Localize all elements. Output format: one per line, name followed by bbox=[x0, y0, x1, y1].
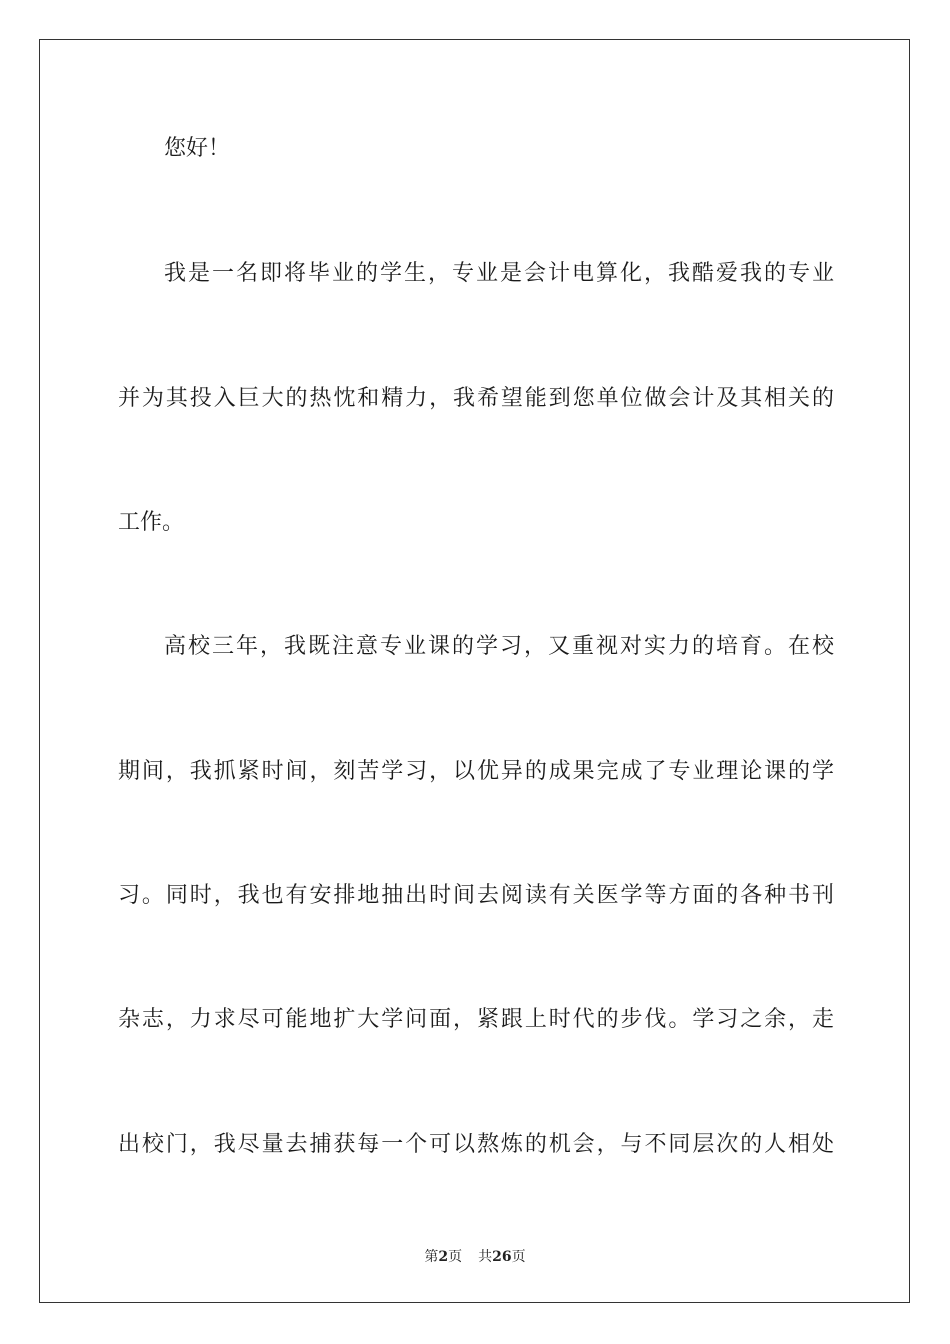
page-footer bbox=[0, 1248, 950, 1266]
body-line-1: 我是一名即将毕业的学生，专业是会计电算化，我酷爱我的专业 bbox=[164, 261, 834, 286]
body-line-6: 习。同时，我也有安排地抽出时间去阅读有关医学等方面的各种书刊 bbox=[118, 883, 834, 908]
body-line-7: 杂志，力求尽可能地扩大学问面，紧跟上时代的步伐。学习之余，走 bbox=[118, 1007, 834, 1032]
body-line-5: 期间，我抓紧时间，刻苦学习，以优异的成果完成了专业理论课的学 bbox=[118, 759, 834, 784]
footer-page-suffix: 页 bbox=[448, 1249, 463, 1265]
footer-total-prefix: 共 bbox=[478, 1249, 493, 1265]
page-frame bbox=[39, 39, 910, 1303]
body-line-3: 工作。 bbox=[118, 510, 185, 535]
body-line-8: 出校门，我尽量去捕获每一个可以熬炼的机会，与不同层次的人相处 bbox=[118, 1132, 834, 1157]
footer-total-pages: 26 bbox=[492, 1249, 512, 1265]
body-line-4: 高校三年，我既注意专业课的学习，又重视对实力的培育。在校 bbox=[164, 634, 834, 659]
body-line-2: 并为其投入巨大的热忱和精力，我希望能到您单位做会计及其相关的 bbox=[118, 386, 834, 411]
footer-total-suffix: 页 bbox=[511, 1249, 526, 1265]
footer-page-number: 2 bbox=[438, 1249, 449, 1265]
greeting-line: 您好！ bbox=[164, 136, 231, 161]
footer-page-prefix: 第 bbox=[424, 1249, 439, 1265]
